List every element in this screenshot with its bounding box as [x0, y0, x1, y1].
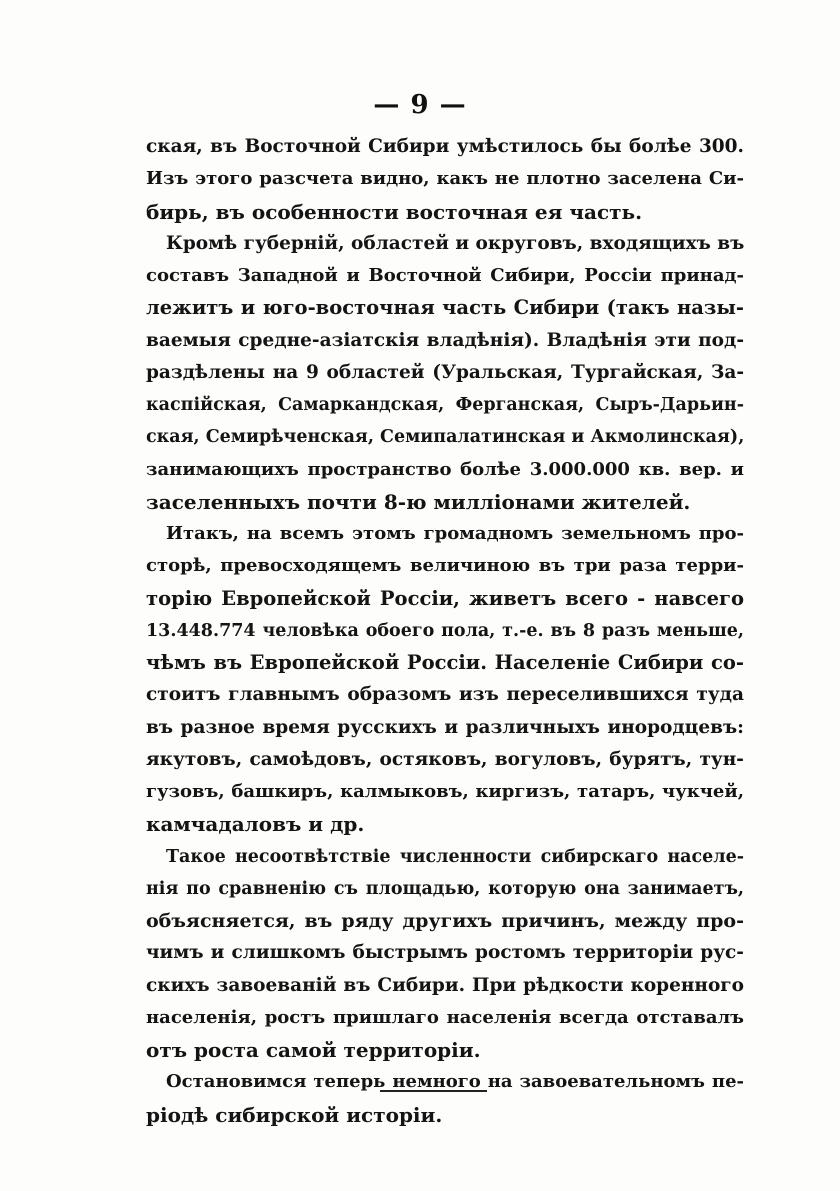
text-line: нія по сравненію съ площадью, которую она занимаетъ, [146, 878, 744, 899]
text-line: лежитъ и юго-восточная часть Сибири (такъ назы- [146, 296, 744, 320]
text-line: 13.448.774 человѣка обоего пола, т.-е. въ 8 разъ меньше, [146, 620, 744, 641]
text-line: чѣмъ въ Европейской Россіи. Населеніе Сибири со- [146, 651, 744, 674]
text-line: торію Европейской Россіи, живетъ всего - навсего [146, 586, 744, 610]
text-line: ская, въ Восточной Сибири умѣстилось бы болѣе 300. [146, 136, 744, 157]
text-line: Такое несоотвѣтствіе численности сибирскаго населе- [166, 846, 744, 867]
text-line: Изъ этого разсчета видно, какъ не плотно заселена Си- [146, 168, 744, 190]
body-text [146, 131, 744, 1131]
paragraph-1 [146, 131, 744, 228]
text-line: якутовъ, самоѣдовъ, остяковъ, вогуловъ, бурятъ, тун- [146, 748, 744, 770]
text-line: сторѣ, превосходящемъ величиною въ три раза терри- [146, 555, 744, 577]
text-line: въ разное время русскихъ и различныхъ инородцевъ: [146, 716, 744, 738]
text-line: отъ роста самой территоріи. [146, 1038, 481, 1062]
text-line: занимающихъ пространство болѣе 3.000.000 кв. вер. и [146, 458, 744, 480]
text-line: стоитъ главнымъ образомъ изъ переселившихся туда [146, 684, 744, 706]
text-line: составъ Западной и Восточной Сибири, Россіи принад- [146, 265, 744, 286]
text-line: раздѣлены на 9 областей (Уральская, Тургайская, За- [146, 361, 744, 383]
page-number: — 9 — [373, 90, 467, 120]
text-line: Итакъ, на всемъ этомъ громадномъ земельномъ про- [166, 523, 744, 544]
paragraph-3 [146, 518, 744, 841]
text-line: бирь, въ особенности восточная ея часть. [146, 199, 643, 224]
paragraph-5 [146, 1066, 744, 1131]
text-line: объясняется, въ ряду другихъ причинъ, между про- [146, 910, 744, 932]
text-line: чимъ и слишкомъ быстрымъ ростомъ территоріи рус- [146, 942, 744, 964]
paragraph-2 [146, 228, 744, 518]
text-line: Кромѣ губерній, областей и округовъ, входящихъ въ [166, 232, 744, 254]
text-line: ская, Семирѣченская, Семипалатинская и Акмолинская), [146, 427, 744, 448]
text-line: Остановимся теперь немного на завоевательномъ пе- [166, 1071, 744, 1093]
text-line: ріодѣ сибирской исторіи. [146, 1102, 443, 1127]
text-line: каспійская, Самаркандская, Ферганская, Сыръ-Дарьин- [146, 395, 744, 415]
text-line: заселенныхъ почти 8-ю миллiонами жителей. [146, 489, 691, 514]
text-line: гузовъ, башкиръ, калмыковъ, киргизъ, татаръ, чукчей, [146, 781, 744, 802]
text-line: населенія, ростъ пришлаго населенія всегда отставалъ [146, 1006, 744, 1028]
text-line: ваемыя средне-азіатскія владѣнія). Владѣнія эти под- [146, 329, 744, 351]
section-end-rule [380, 1090, 487, 1092]
paragraph-4 [146, 841, 744, 1067]
text-line: скихъ завоеваній въ Сибири. При рѣдкости коренного [146, 974, 744, 996]
text-line: камчадаловъ и др. [146, 812, 365, 837]
